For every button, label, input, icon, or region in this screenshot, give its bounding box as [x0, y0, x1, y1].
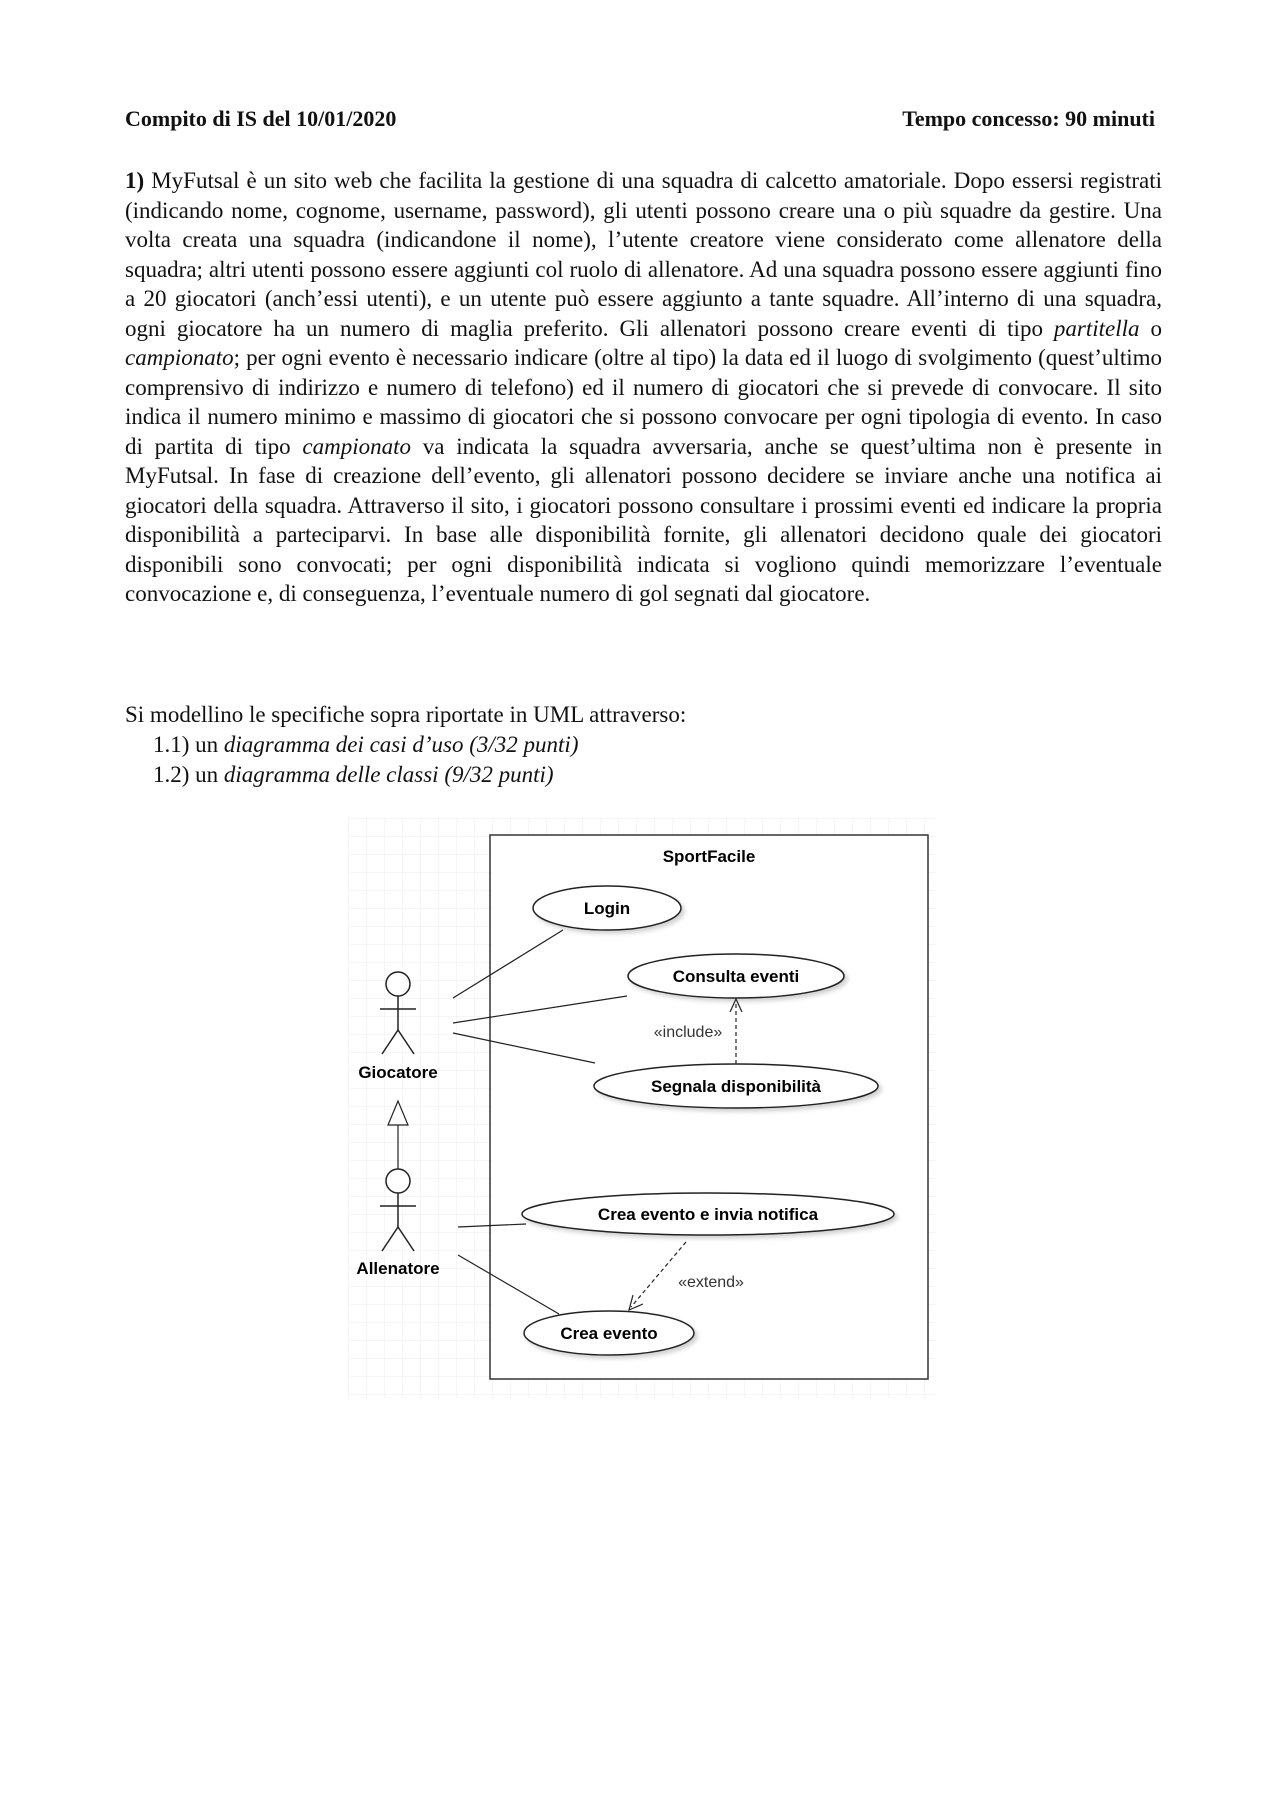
- use-case-crea-label: Crea evento: [560, 1324, 658, 1343]
- use-case-segnala-disponibilita: [594, 1064, 878, 1108]
- use-case-consulta-label: Consulta eventi: [672, 967, 800, 986]
- actor-allenatore: Allenatore: [356, 1259, 440, 1278]
- term-partitella: partitella: [1053, 315, 1140, 341]
- exercise-number: 1): [125, 168, 145, 193]
- item-2-text: diagramma delle classi (9/32 punti): [223, 762, 554, 787]
- use-case-crea-evento: [524, 1311, 694, 1355]
- instruction-item-1: [125, 730, 1162, 760]
- exercise-paragraph-2: o: [1139, 315, 1163, 341]
- extend-label: «extend»: [678, 1274, 744, 1291]
- use-case-login: [533, 886, 681, 930]
- actor-giocatore: Giocatore: [358, 1063, 438, 1082]
- instruction-item-2: [125, 760, 1162, 790]
- use-case-crea-evento-notifica: [522, 1193, 894, 1235]
- term-campionato-2: campionato: [302, 433, 411, 459]
- instructions: [125, 700, 1162, 790]
- item-1-text: diagramma dei casi d’uso (3/32 punti): [223, 732, 579, 757]
- time-allowed: Tempo concesso: 90 minuti: [902, 106, 1155, 131]
- item-1-number: 1.1) un: [153, 732, 224, 757]
- use-case-segnala-label: Segnala disponibilità: [650, 1077, 822, 1096]
- use-case-consulta-eventi: [628, 954, 844, 998]
- term-campionato: campionato: [125, 345, 234, 370]
- item-2-number: 1.2) un: [153, 762, 224, 787]
- instructions-intro: Si modellino le specifiche sopra riportate in UML attraverso:: [125, 702, 687, 727]
- use-case-diagram: [348, 818, 936, 1398]
- system-name: SportFacile: [662, 847, 756, 866]
- use-case-login-label: Login: [583, 899, 631, 918]
- exam-title: Compito di IS del 10/01/2020: [125, 106, 397, 131]
- exercise-paragraph-3: ; per ogni evento è necessario indicare (oltre al tipo) la data ed il luogo di svolgimento (quest’ultimo comprensivo di indirizzo e numero di telefono) ed il numero di giocatori che si prevede di convocare. Il sito indica il numero minimo e massimo di giocatori che si possono convocare per ogni tipologia di evento. In caso di partita di tipo: [125, 345, 1162, 459]
- exercise-text: [125, 166, 1162, 609]
- include-label: «include»: [653, 1024, 723, 1041]
- exercise-paragraph-4: va indicata la squadra avversaria, anche se quest’ultima non è presente in MyFutsal. In fase di creazione dell’evento, gli allenatori possono decidere se inviare anche una notifica ai giocatori della squadra. Attraverso il sito, i giocatori possono consultare i prossimi eventi ed indicare la propria disponibilità a parteciparvi. In base alle disponibilità fornite, gli allenatori decidono quale dei giocatori disponibili sono convocati; per ogni disponibilità indicata si vogliono quindi memorizzare l’eventuale convocazione e, di conseguenza, l’eventuale numero di gol segnati dal giocatore.: [125, 433, 1163, 606]
- use-case-crea-notifica-label: Crea evento e invia notifica: [597, 1205, 819, 1224]
- exercise-paragraph-1: MyFutsal è un sito web che facilita la gestione di una squadra di calcetto amatoriale. Dopo essersi registrati (indicando nome, cognome, username, password), gli utenti possono creare una o più squadre da gestire. Una volta creata una squadra (indicandone il nome), l’utente creatore viene considerato come allenatore della squadra; altri utenti possono essere aggiunti col ruolo di allenatore. Ad una squadra possono essere aggiunti fino a 20 giocatori (anch’essi utenti), e un utente può essere aggiunto a tante squadre. All’interno di una squadra, ogni giocatore ha un numero di maglia preferito. Gli allenatori possono creare eventi di tipo: [125, 168, 1162, 341]
